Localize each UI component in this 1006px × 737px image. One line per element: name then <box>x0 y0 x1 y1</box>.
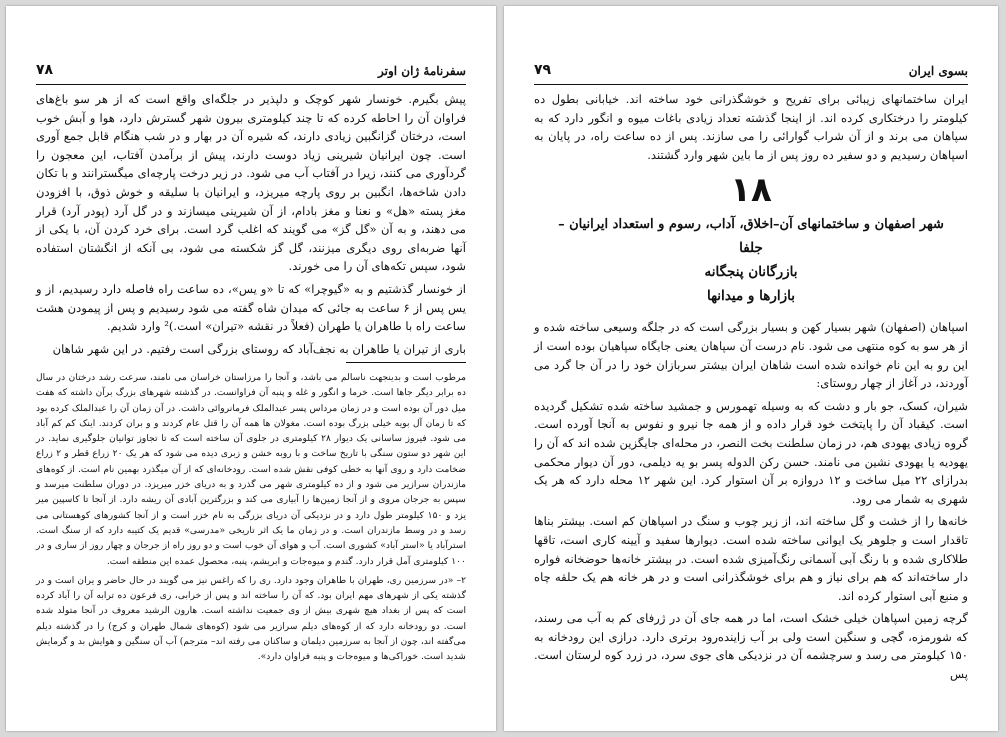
running-title: بسوی ایران <box>908 64 968 78</box>
paragraph: از خونسار گذشتیم و به «گیوچرا» که تا «و یس»، ده ساعت راه فاصله دارد رسیدیم، از و یس پس از ۶ ساعت به جائی که میدان شاه گفته می شود رسیدیم و پس از پیمودن هشت ساعت راه با طاهران یا طهران (فعلاً در نقشه «تیران» است.)² وارد شدیم. <box>36 281 466 334</box>
left-page-body <box>36 90 466 362</box>
left-page-header <box>36 62 466 85</box>
paragraph: اسپاهان (اصفهان) شهر بسیار کهن و بسیار بزرگی است که در جلگه وسیعی ساخته شده و از هر سو به کوه منتهی می شود. نام درست آن سپاهان یعنی جایگاه سپاهیان بوده است از این رو به این نام خوانده شده است شاهان ایران بیشتر سربازان خود را در آن جا گرد می آوردند، در آغاز از چهار روستای: <box>534 320 968 391</box>
chapter-subtitle: بازارها و میدانها <box>706 288 796 305</box>
paragraph: باری از تیران یا طاهران به نجف‌آباد که روستای بزرگی است رفتیم. در این شهر شاهان <box>52 341 466 356</box>
chapter-number: ۱۸ <box>730 170 772 211</box>
right-page-body <box>534 90 968 688</box>
paragraph: گرچه زمین اسپاهان خیلی خشک است، اما در همه جای آن در ژرفای کم به آب می رسند، که شورمزه، گچی و سنگین است ولی بر آب زاینده‌رود برتری دارد. درازی این رودخانه به ۱۵۰ کیلومتر می رسد و سرچشمه آن در نزدیکی های جوی سرد، در زرد کوه لرستان است. پس <box>534 611 968 682</box>
paragraph: خانه‌ها را از خشت و گل ساخته اند، از زیر چوب و سنگ در اسپاهان کم است. بیشتر بناها تاقدار است و جلوهر یک ایوانی ساخته شده است. دیوارها سفید و آیینه کاری است، تاقها طلاکاری شده و با رنگ آبی آسمانی رنگ‌آمیزی شده است. در بیشتر خانه‌ها حوضخانه فواره دار ساخته‌اند که هم برای نیاز و هم برای خوشگذرانی است و در هر خانه هم یک حلقه چاه و منبع آبی استوار کرده اند. <box>534 514 968 603</box>
footnotes <box>36 370 466 669</box>
chapter-title: شهر اصفهان و ساختمانهای آن–اخلاق، آداب، رسوم و استعداد ایرانیان – <box>558 217 944 233</box>
left-page <box>6 6 496 731</box>
chapter-subtitle: بازرگانان پنجگانه <box>704 264 798 281</box>
chapter-subtitle: جلفا <box>739 240 763 257</box>
right-page <box>504 6 998 731</box>
footnote: مرطوب است و بدینجهت ناسالم می باشد، و آنجا را مرزاستان خراسان می نامند، سرعت رشد درختان در سال ده برابر دیگر جاها است. خرما و انگور و غله و پنبه آن فراوانست. در گذشته شهرهای بزرگ برآن داشته که هفت میل دور آن بوده است و در زمان مرداس پسر عبدالملک فرمانروائی داشت. در آن زمان آن را عبدالملک کرده بود که تا زمان آل بویه خیلی بزرگ بوده است. مغولان ها همه آن را قتل عام کردند و و بران کردند. اینک کم کم آباد می شود. فیروز ساسانی یک دیوار ۲۸ کیلومتری در جلوی آن ساخته است که تا تجاوز توانیان جلوگیری نماید. در این شهر دو ستون سنگی با تاریخ ساخت و با روبه خشن و زبری دیده می شود که هر یک ۲۰ زراع قطر و ۲ زراع ضخامت دارد و روی آنها به خطی کوفی نقش شده است. رودخانه‌ای که از آن میگذرد بهمین نام است. از کوه‌های مازندران سرازیر می شود و از ده کیلومتری شهر می گذرد و به دریای خزر میریزد. در دوران سلطنت میرسد و سپس به جرجان مروی و از آنجا زمین‌ها را آبیاری می کند و بزرگترین آبادی آن ریشه دارد. از آنجا تا کاسپین میر یزد و ۱۵۰ کیلومتر طول دارد و در نزدیکی آن دریای بزرگی به نام خزر است و از آنجا کشورهای کوهستانی می رسد و در وسط مازندران است. و در زمان ما یک اثر تاریخی «مدرسی» قدیم یک کتیبه دارد که از سنگ است. استرآباد یا «استر آباد» کشوری است. آب و هوای آن خوب است و دو روز راه از جرجان و چهار روز از ساری و در ۱۰۰ کیلومتری آمل قرار دارد. گندم و میوه‌جات و ابریشم، پنبه، محصول عمده این منطقه است. <box>36 372 466 567</box>
right-page-header <box>534 62 968 85</box>
running-title: سفرنامهٔ ژان اوتر <box>378 64 466 78</box>
page-number: ۷۸ <box>36 62 54 78</box>
paragraph: پیش بگیرم. خونسار شهر کوچک و دلپذیر در جلگه‌ای واقع است که از هر سو باغ‌های فراوان آن را احاطه کرده که تا چند کیلومتری بیرون شهر گسترش دارد، هوا و آبش خوب است، درختان گزانگبین زیادی دارند، که شیره آن در بهار و در شب هنگام قابل جمع آوری است. چون ایرانیان شیرینی زیاد دوست دارند، پیش از برآمدن آفتاب، این معجون را گردآوری می کنند، زیرا در آفتاب آب می شود. در زیر درخت پارچه‌ای میگسترانند و با تکان دادن شاخه‌ها، انگبین بر روی پارچه میریزد، و ایرانیان با سلیقه و خوش ذوق، با افزودن مغز پسته «هل» و نعنا و مغز بادام، از آن شیرینی میسازند و در گل آرد (پودر آرد) قرار می دهند، و به آن «گل گز» می گویند که اغلب گرد است. برای خرد کردن آن، با یکی از آنها ضربه‌ای روی دیگری میزنند، گل گز شکسته می شود، بی آنکه از انگشتان استفاده شود، سپس تکه‌های آن را می خورند. <box>36 92 466 274</box>
footnote: ۲– «در سرزمین ری، طهران با طاهران وجود دارد. ری را که راغس نیز می گویند در حال حاضر و یران است و در گذشته یکی از شهرهای مهم ایران بود. که آن را ساخته اند و پس از خرابی، ری فرعون ده ترابه آن را آباد کرده است که پس از بغداد هیچ شهری بیش از وی جمعیت نداشته است. هارون الرشید معروف در آنجا متولد شده است. دو رودخانه دارد که از کوه‌های دیلم سرازیر می شود (کوه‌های شمال طهران و کرج) را در گذشته دیلم می‌گفته اند، چون از آنجا به سرزمین دیلمان و ساکنان می رفته اند– مترجم) آب آن سنگین و هوایش بد و گرمایش شدید است. خوراکی‌ها و میوه‌جات و پنبه فراوان دارد». <box>36 574 466 663</box>
paragraph: ایران ساختمانهای زیبائی برای تفریح و خوشگذرانی خود ساخته اند. خیابانی بطول ده کیلومتر را درختکاری کرده اند. از اینجا گذشته تعداد زیادی باغات میوه و انگور دارد که به سپاهان می برند و از آن شراب گوارائی را می سازند. پس از ده ساعت راه، در پایان به اسپاهان رسیدیم و دو سفیر ده روز پس از ما باین شهر وارد گشتند. <box>534 92 968 162</box>
page-number: ۷۹ <box>534 62 552 78</box>
paragraph: شیران، کسک، جو بار و دشت که به وسیله تهمورس و جمشید ساخته شده تشکیل گردیده است. کیقباد آن را پایتخت خود قرار داده و از همه جا نیرو و نفوس به آنجا آورده است. گروه زیادی یهودی هم، در زمان سلطنت بخت النصر، در محله‌ای جایگزین شده اند که آن را یهودیه یا یهودی نشین می نامند. حسن رکن الدوله پسر بو یه دیلمی، دور آن دیوار محکمی بدرازای ۲۲ میل ساخت و ۱۲ دروازه بر آن استوار کرد. این شهر ۱۲ محله دارد که هر یک شهری به شمار می رود. <box>534 398 968 506</box>
footnote-separator <box>346 362 466 363</box>
